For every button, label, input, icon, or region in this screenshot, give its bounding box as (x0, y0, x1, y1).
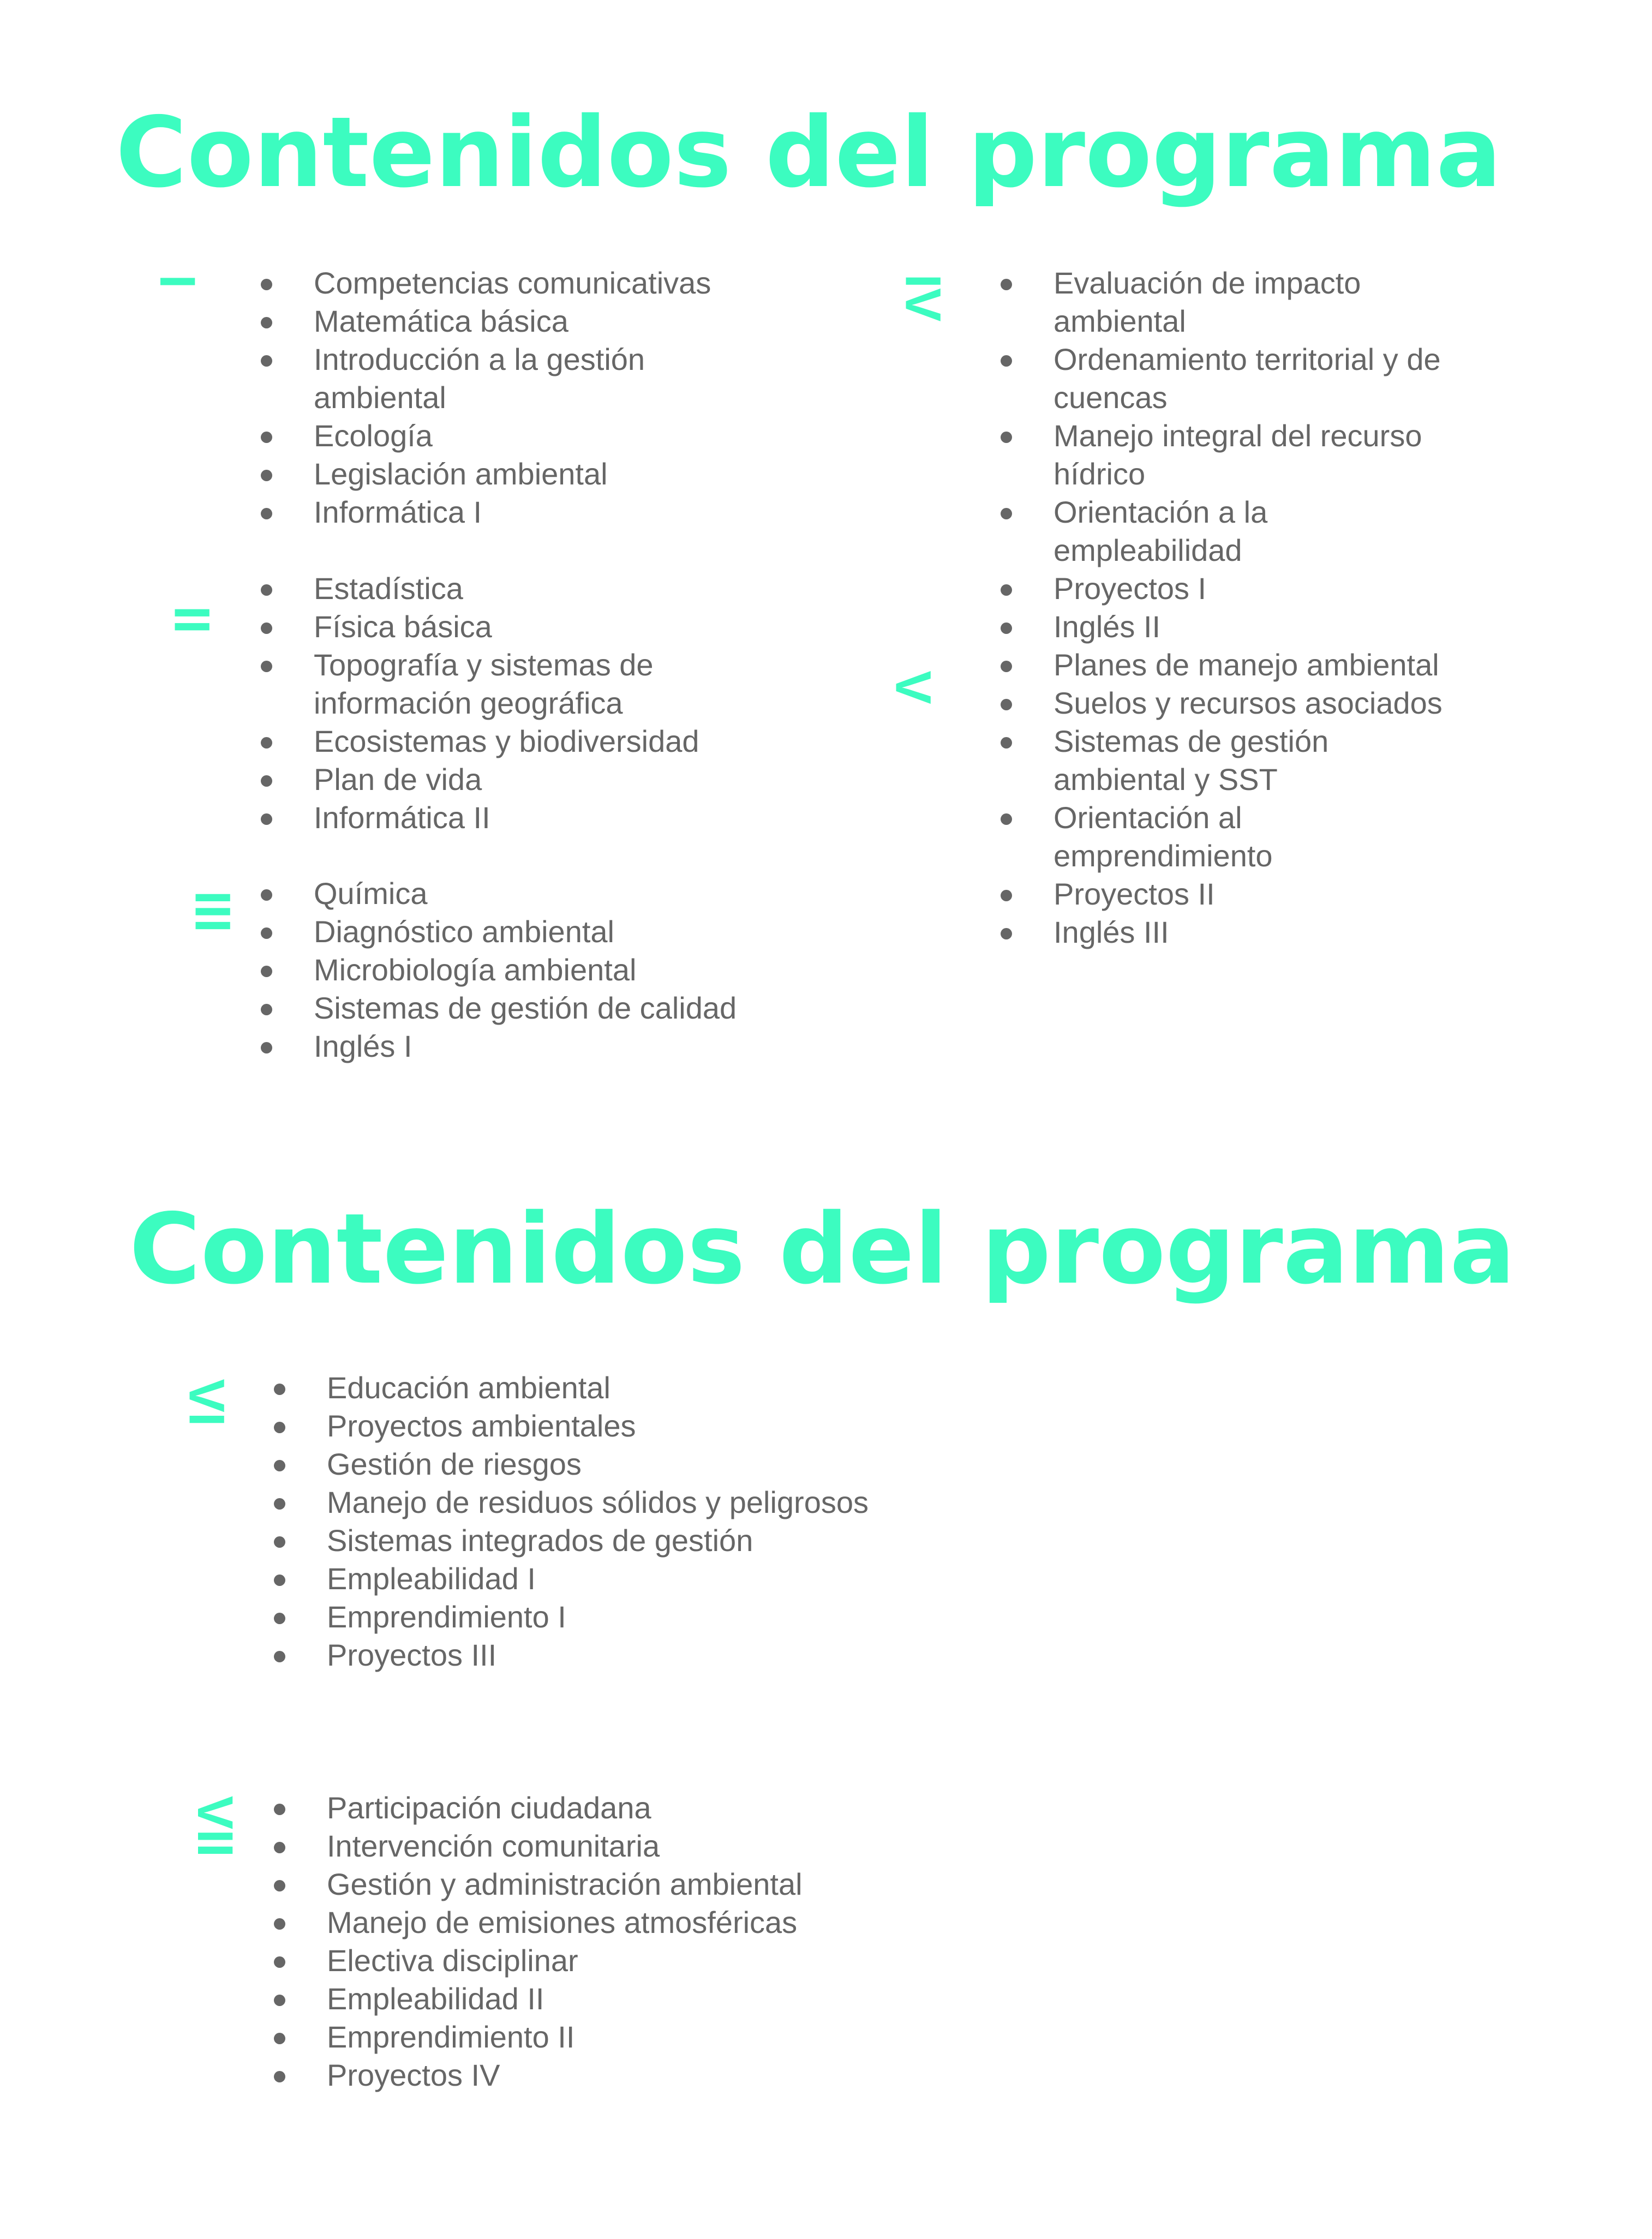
list-item: Educación ambiental (270, 1369, 870, 1407)
list-item: Microbiología ambiental (256, 951, 769, 989)
semester-numeral: III (184, 890, 241, 933)
course-list (270, 1369, 870, 1674)
semester-numeral: VII (187, 1795, 243, 1858)
list-item: Evaluación de impacto ambiental (996, 264, 1455, 340)
list-item: Ecosistemas y biodiversidad (256, 722, 769, 761)
list-item: Suelos y recursos asociados (996, 684, 1455, 722)
list-item: Introducción a la gestión ambiental (256, 340, 769, 417)
page-title: Contenidos del programa (129, 1193, 1516, 1306)
list-item: Diagnóstico ambiental (256, 913, 769, 951)
semester-numeral: II (164, 606, 220, 634)
list-item: Manejo de emisiones atmosféricas (270, 1903, 870, 1942)
list-item: Inglés III (996, 913, 1455, 951)
list-item: Emprendimiento II (270, 2018, 870, 2056)
course-list (256, 570, 769, 837)
course-list (996, 264, 1455, 646)
list-item: Participación ciudadana (270, 1789, 870, 1827)
course-list (270, 1789, 870, 2094)
list-item: Gestión y administración ambiental (270, 1865, 870, 1903)
list-item: Topografía y sistemas de información geográfica (256, 646, 769, 722)
list-item: Sistemas integrados de gestión (270, 1522, 870, 1560)
list-item: Inglés II (996, 608, 1455, 646)
list-item: Empleabilidad II (270, 1980, 870, 2018)
list-item: Informática I (256, 493, 769, 531)
list-item: Ordenamiento territorial y de cuencas (996, 340, 1455, 417)
list-item: Inglés I (256, 1027, 769, 1065)
list-item: Manejo integral del recurso hídrico (996, 417, 1455, 493)
list-item: Ecología (256, 417, 769, 455)
page-title: Contenidos del programa (116, 96, 1502, 209)
list-item: Legislación ambiental (256, 455, 769, 493)
semester-numeral: I (149, 274, 205, 289)
list-item: Plan de vida (256, 761, 769, 799)
list-item: Matemática básica (256, 302, 769, 340)
course-list (256, 875, 769, 1065)
list-item: Gestión de riesgos (270, 1445, 870, 1483)
list-item: Proyectos I (996, 570, 1455, 608)
list-item: Electiva disciplinar (270, 1942, 870, 1980)
course-list (996, 646, 1455, 951)
list-item: Informática II (256, 799, 769, 837)
list-item: Planes de manejo ambiental (996, 646, 1455, 684)
list-item: Proyectos III (270, 1636, 870, 1674)
list-item: Competencias comunicativas (256, 264, 769, 302)
list-item: Sistemas de gestión de calidad (256, 989, 769, 1027)
list-item: Emprendimiento I (270, 1598, 870, 1636)
semester-numeral: IV (895, 274, 951, 322)
list-item: Estadística (256, 570, 769, 608)
list-item: Manejo de residuos sólidos y peligrosos (270, 1483, 870, 1522)
list-item: Química (256, 875, 769, 913)
list-item: Intervención comunitaria (270, 1827, 870, 1865)
semester-numeral: VI (178, 1379, 235, 1427)
list-item: Proyectos IV (270, 2056, 870, 2094)
list-item: Proyectos ambientales (270, 1407, 870, 1445)
list-item: Empleabilidad I (270, 1560, 870, 1598)
list-item: Orientación a la empleabilidad (996, 493, 1455, 570)
list-item: Sistemas de gestión ambiental y SST (996, 722, 1455, 799)
list-item: Orientación al emprendimiento (996, 799, 1455, 875)
list-item: Proyectos II (996, 875, 1455, 913)
list-item: Física básica (256, 608, 769, 646)
course-list (256, 264, 769, 531)
semester-numeral: V (885, 670, 941, 704)
